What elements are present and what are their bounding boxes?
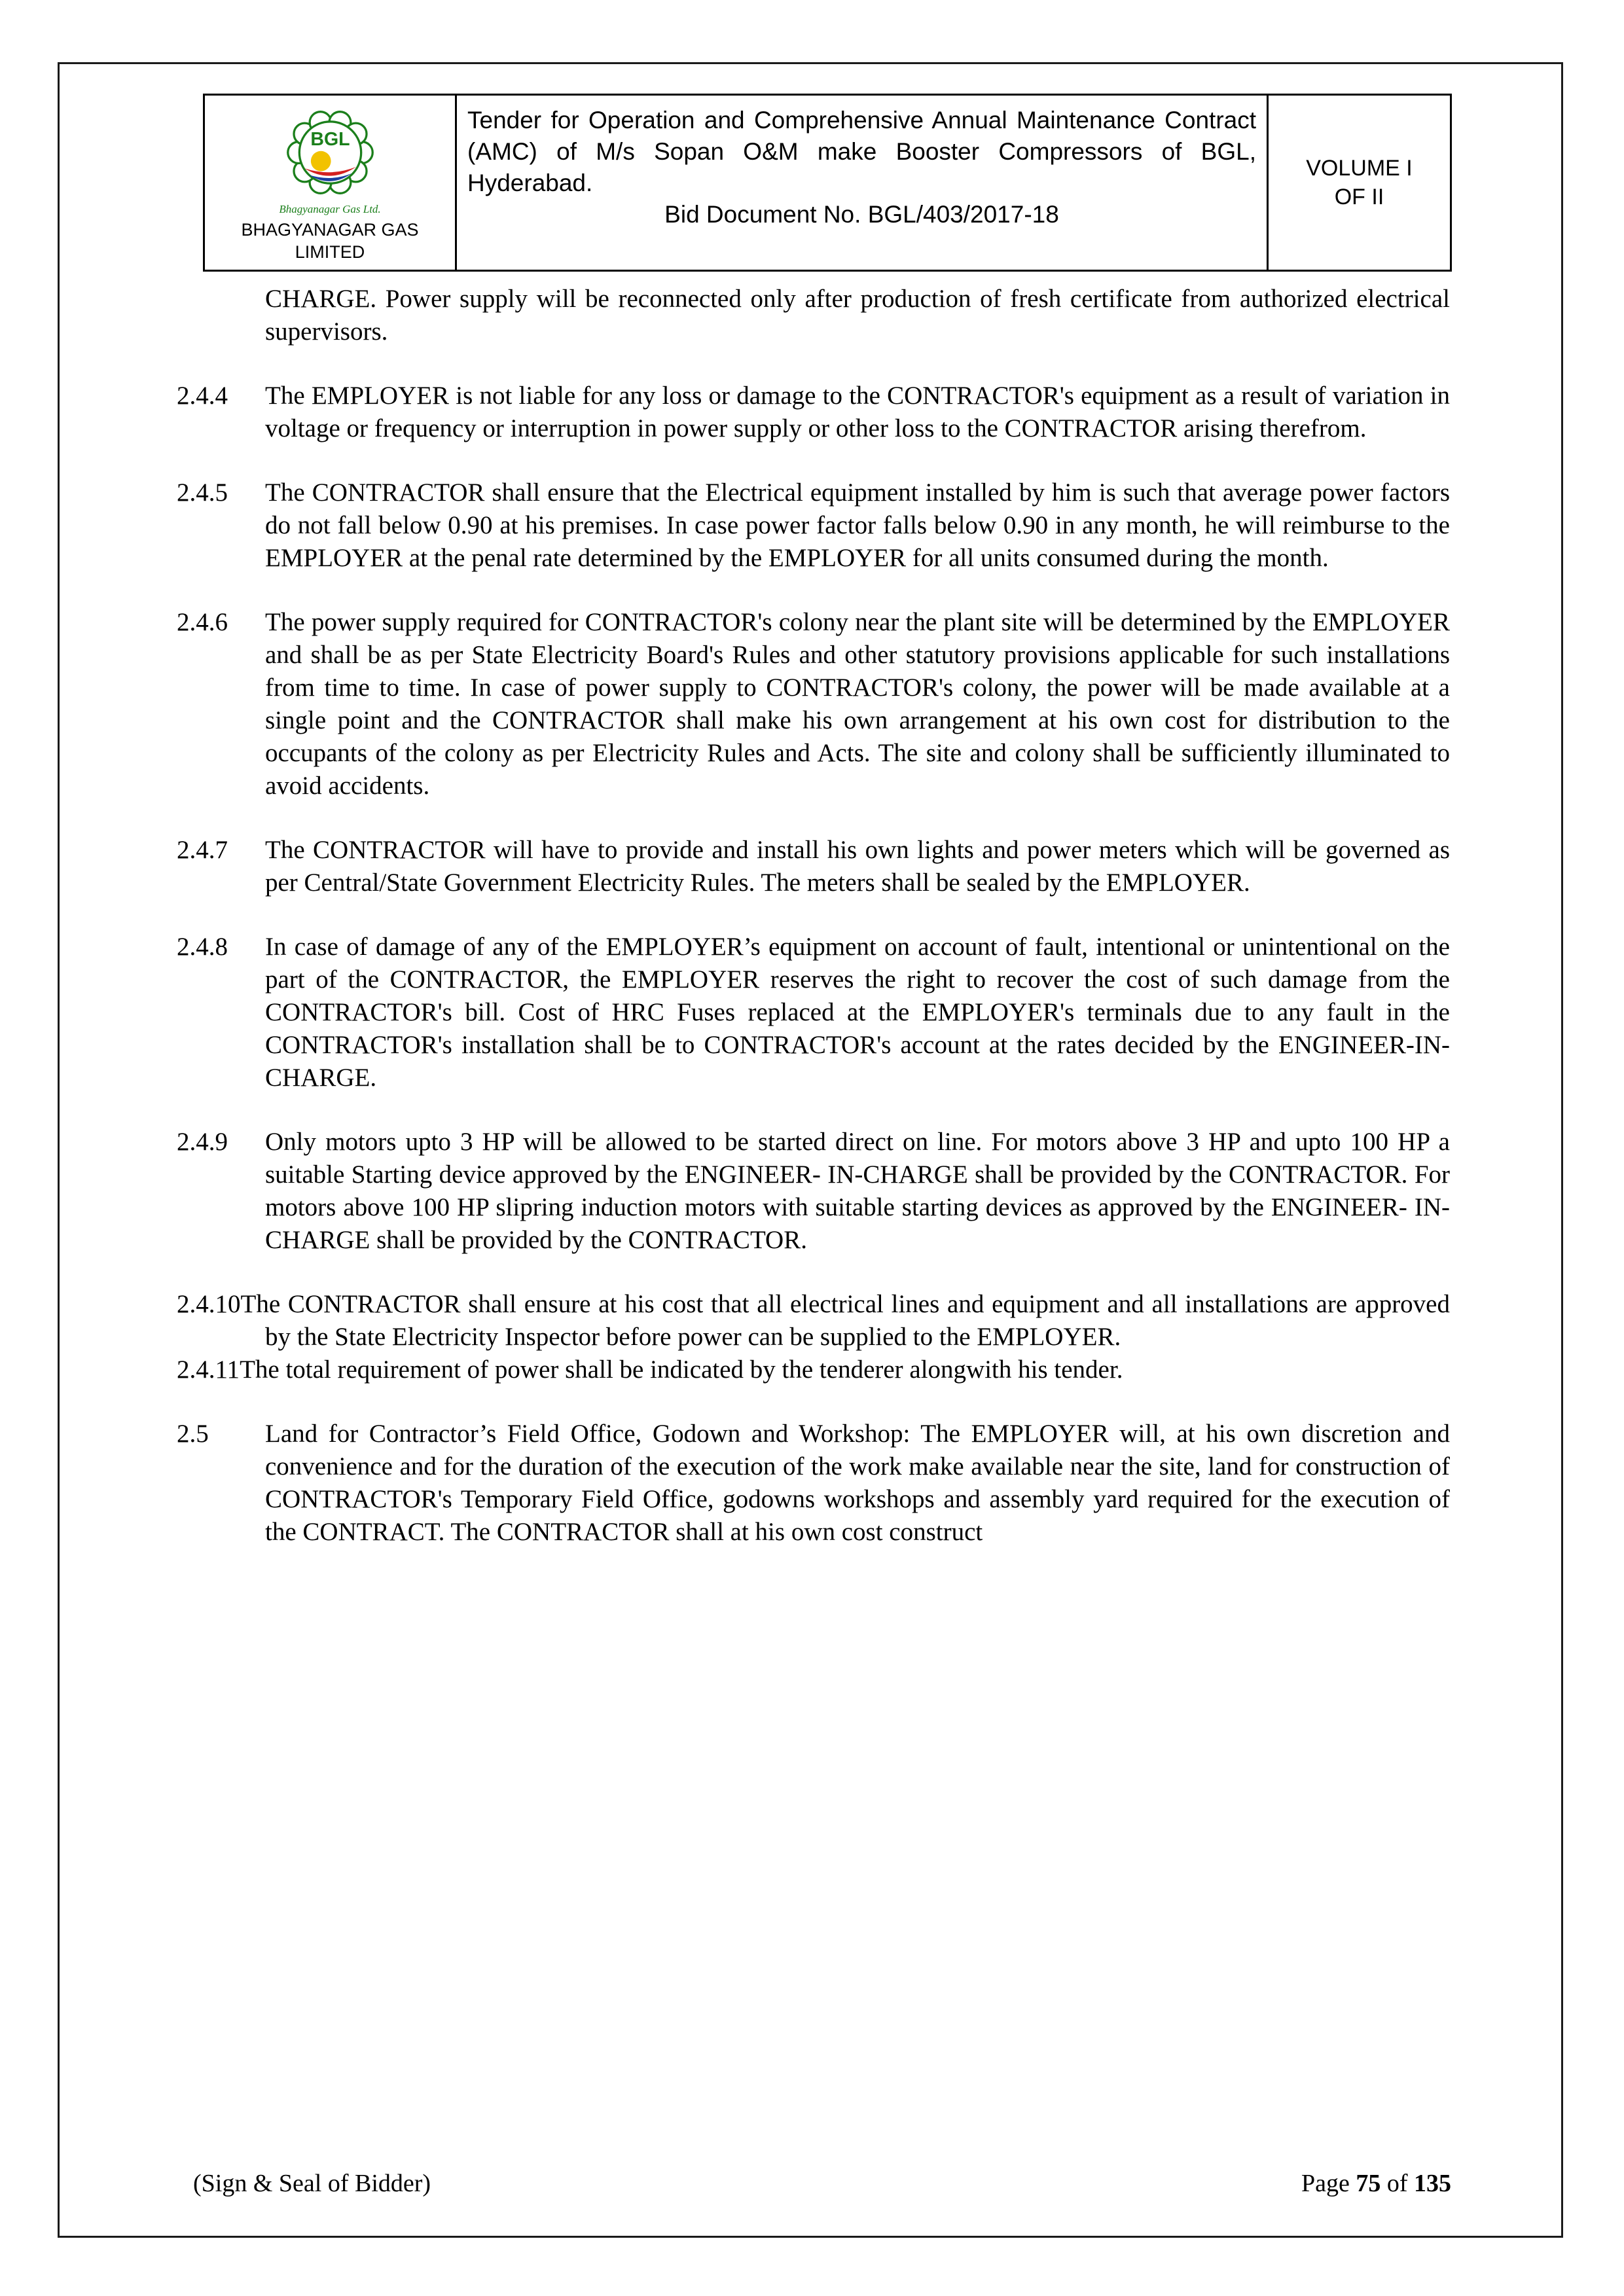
clause-paragraph	[177, 1418, 1450, 1549]
clause-number: 2.4.7	[177, 836, 228, 864]
header-table	[203, 94, 1452, 272]
clause-text: The CONTRACTOR shall ensure that the Electrical equipment installed by him is such that average power factors do not fall below 0.90 at his premises. In case power factor falls below 0.90 in any month, he will reimburse to the EMPLOYER at the penal rate determined by the EMPLOYER for all units consumed during the month.	[265, 478, 1450, 572]
clause-text: In case of damage of any of the EMPLOYER’s equipment on account of fault, intentional or unintentional on the part of the CONTRACTOR, the EMPLOYER reserves the right to recover the cost of such damage from the CONTRACTOR's bill. Cost of HRC Fuses replaced at the EMPLOYER's terminals due to any fault in the CONTRACTOR's installation shall be to CONTRACTOR's account at the rates decided by the ENGINEER-IN-CHARGE.	[265, 933, 1450, 1092]
document-body	[177, 283, 1450, 1549]
page-label: Page	[1301, 2170, 1350, 2197]
clause-number: 2.4.4	[177, 382, 228, 410]
clause-text: The CONTRACTOR will have to provide and install his own lights and power meters which will be governed as per Central/State Government Electricity Rules. The meters shall be sealed by the EMPLOYER.	[265, 836, 1450, 897]
header-logo-cell	[205, 96, 457, 270]
clause-paragraph	[177, 931, 1450, 1094]
clause-text: The total requirement of power shall be indicated by the tenderer alongwith his tender.	[240, 1355, 1123, 1384]
logo-caption: Bhagyanagar Gas Ltd.	[279, 203, 381, 215]
clause-text: Only motors upto 3 HP will be allowed to be started direct on line. For motors above 3 HP and upto 100 HP a suitable Starting device approved by the ENGINEER- IN-CHARGE shall be provided by the CONTRACTOR. For motors above 100 HP slipring induction motors with suitable starting devices as approved by the ENGINEER- IN-CHARGE shall be provided by the CONTRACTOR.	[265, 1128, 1450, 1254]
clause-number: 2.4.11	[177, 1355, 240, 1384]
clause-number: 2.4.10	[177, 1290, 241, 1318]
company-logo-icon	[280, 101, 381, 204]
logo-sun-shape	[310, 151, 331, 171]
clause-text: The CONTRACTOR shall ensure at his cost that all electrical lines and equipment and all installations are approved by the State Electricity Inspector before power can be supplied to the EMPLOYER.	[240, 1290, 1450, 1351]
clause-paragraph	[177, 1126, 1450, 1257]
clause-number: 2.5	[177, 1420, 209, 1448]
page-number: 75	[1356, 2170, 1381, 2197]
header-title-cell	[457, 96, 1269, 270]
clause-number: 2.4.8	[177, 933, 228, 961]
clause-paragraph	[177, 606, 1450, 802]
clause-paragraph	[177, 1354, 1450, 1386]
clause-paragraph	[177, 1288, 1450, 1354]
clause-list	[177, 380, 1450, 1549]
clause-text: The power supply required for CONTRACTOR's colony near the plant site will be determined by the EMPLOYER and shall be as per State Electricity Board's Rules and other statutory provisions applicable for such installations from time to time. In case of power supply to CONTRACTOR's colony, the power will be made available at a single point and the CONTRACTOR shall make his own arrangement at his own cost for distribution to the occupants of the colony as per Electricity Rules and Acts. The site and colony shall be sufficiently illuminated to avoid accidents.	[265, 608, 1450, 800]
clause-text: Land for Contractor’s Field Office, Godown and Workshop: The EMPLOYER will, at his own discretion and convenience and for the duration of the execution of the work make available near the site, land for construction of CONTRACTOR's Temporary Field Office, godowns workshops and assembly yard required for the execution of the CONTRACT. The CONTRACTOR shall at his own cost construct	[265, 1420, 1450, 1546]
clause-number: 2.4.9	[177, 1128, 228, 1156]
page-total: 135	[1414, 2170, 1451, 2197]
sign-seal-label: (Sign & Seal of Bidder)	[193, 2170, 431, 2197]
clause-text: The EMPLOYER is not liable for any loss or damage to the CONTRACTOR's equipment as a result of variation in voltage or frequency or interruption in power supply or other loss to the CONTRACTOR arising therefrom.	[265, 382, 1450, 442]
header-volume-cell	[1269, 96, 1450, 270]
organization-name: BHAGYANAGAR GAS LIMITED	[241, 220, 419, 262]
clause-number: 2.4.5	[177, 478, 228, 507]
logo-acronym-text: BGL	[310, 129, 350, 151]
page-footer	[193, 2168, 1451, 2199]
clause-paragraph	[177, 380, 1450, 445]
page-number-indicator	[1301, 2168, 1451, 2199]
volume-line-2: OF II	[1334, 185, 1384, 209]
clause-paragraph	[177, 476, 1450, 575]
bid-document-number: Bid Document No. BGL/403/2017-18	[664, 201, 1059, 228]
document-title: Tender for Operation and Comprehensive Annual Maintenance Contract (AMC) of M/s Sopan O&M make Booster Compressors of BGL, Hyderabad.	[467, 107, 1256, 196]
clause-paragraph	[177, 834, 1450, 899]
clause-number: 2.4.6	[177, 608, 228, 636]
continuation-paragraph: CHARGE. Power supply will be reconnected only after production of fresh certificate from authorized electrical supervisors.	[265, 285, 1450, 346]
of-label: of	[1386, 2170, 1408, 2197]
volume-line-1: VOLUME I	[1306, 156, 1413, 181]
